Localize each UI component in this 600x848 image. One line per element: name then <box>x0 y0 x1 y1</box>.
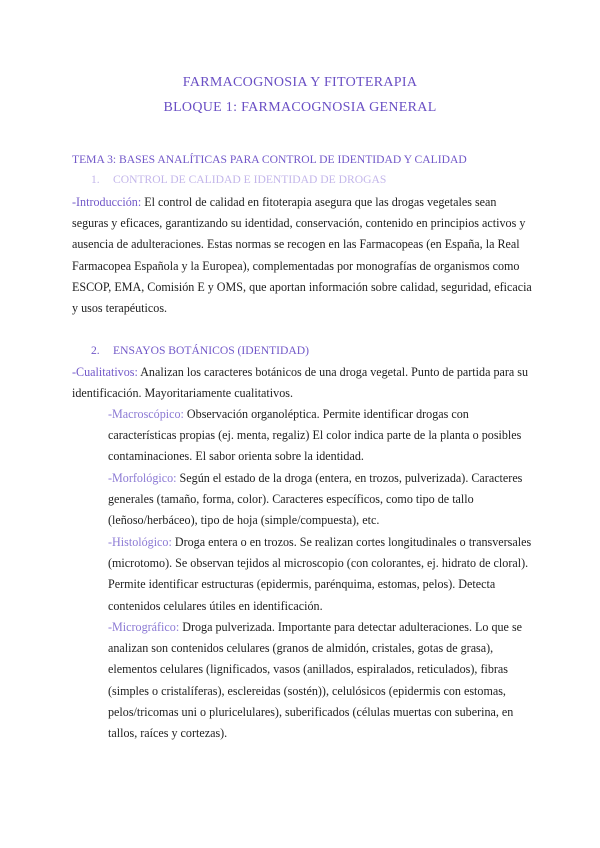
histologico-paragraph <box>108 532 536 617</box>
section-2-heading <box>91 344 309 357</box>
micrografico-paragraph <box>108 617 536 744</box>
section-1-title: CONTROL DE CALIDAD E IDENTIDAD DE DROGAS <box>113 173 387 186</box>
macroscopico-paragraph <box>108 404 536 468</box>
document-subtitle: BLOQUE 1: FARMACOGNOSIA GENERAL <box>163 100 437 115</box>
micrografico-label: -Micrográfico: <box>108 620 180 634</box>
micrografico-text: Droga pulverizada. Importante para detectar adulteraciones. Lo que se analizan son contenidos celulares (granos de almidón, cristales, gotas de grasa), elementos celulares (lignificados, vasos (anillados, espiralados, reticulados), fibras (simples o cristalíferas), esclereidas (sostén)), celulósicos (epidermis con estomas, pelos/tricomas uni o pluricelulares), suberificados (células muertas con suberina, en tallos, raíces y cortezas). <box>108 620 523 741</box>
section-2-number: 2. <box>91 344 100 357</box>
section-2-title: ENSAYOS BOTÁNICOS (IDENTIDAD) <box>113 344 310 357</box>
morfologico-label: -Morfológico: <box>108 471 177 485</box>
intro-text: El control de calidad en fitoterapia asegura que las drogas vegetales sean seguras y eficaces, garantizando su identidad, conservación, contenido en principios activos y ausencia de adulteraciones. Estas normas se recogen en las Farmacopeas (en España, la Real Farmacopea Española y la Europea), complementadas por monografías de organismos como ESCOP, EMA, Comisión E y OMS, que aportan información sobre calidad, seguridad, eficacia y usos terapéuticos. <box>72 195 532 316</box>
section-1-number: 1. <box>91 173 100 186</box>
intro-label: -Introducción: <box>72 195 142 209</box>
histologico-label: -Histológico: <box>108 535 172 549</box>
intro-paragraph <box>72 192 534 319</box>
macroscopico-text: Observación organoléptica. Permite identificar drogas con características propias (ej. menta, regaliz) El color indica parte de la planta o posibles contaminaciones. El sabor orienta sobre la identidad. <box>108 407 522 464</box>
morfologico-paragraph <box>108 468 536 532</box>
macroscopico-label: -Macroscópico: <box>108 407 184 421</box>
document-title: FARMACOGNOSIA Y FITOTERAPIA <box>182 75 418 90</box>
cualitativos-label: -Cualitativos: <box>72 365 138 379</box>
morfologico-text: Según el estado de la droga (entera, en trozos, pulverizada). Caracteres generales (tamaño, forma, color). Caracteres específicos, como tipo de tallo (leñoso/herbáceo), tipo de hoja (simple/compuesta), etc. <box>108 471 523 528</box>
tema-heading: TEMA 3: BASES ANALÍTICAS PARA CONTROL DE IDENTIDAD Y CALIDAD <box>72 153 467 166</box>
section-1-heading <box>91 173 386 186</box>
cualitativos-paragraph <box>72 362 534 404</box>
cualitativos-text: Analizan los caracteres botánicos de una droga vegetal. Punto de partida para su identificación. Mayoritariamente cualitativos. <box>72 365 529 401</box>
histologico-text: Droga entera o en trozos. Se realizan cortes longitudinales o transversales (microtomo). Se observan tejidos al microscopio (con colorantes, ej. hidrato de cloral). Permite identificar estructuras (epidermis, parénquima, estomas, pelos). Detecta contenidos celulares útiles en identificación. <box>108 535 532 613</box>
